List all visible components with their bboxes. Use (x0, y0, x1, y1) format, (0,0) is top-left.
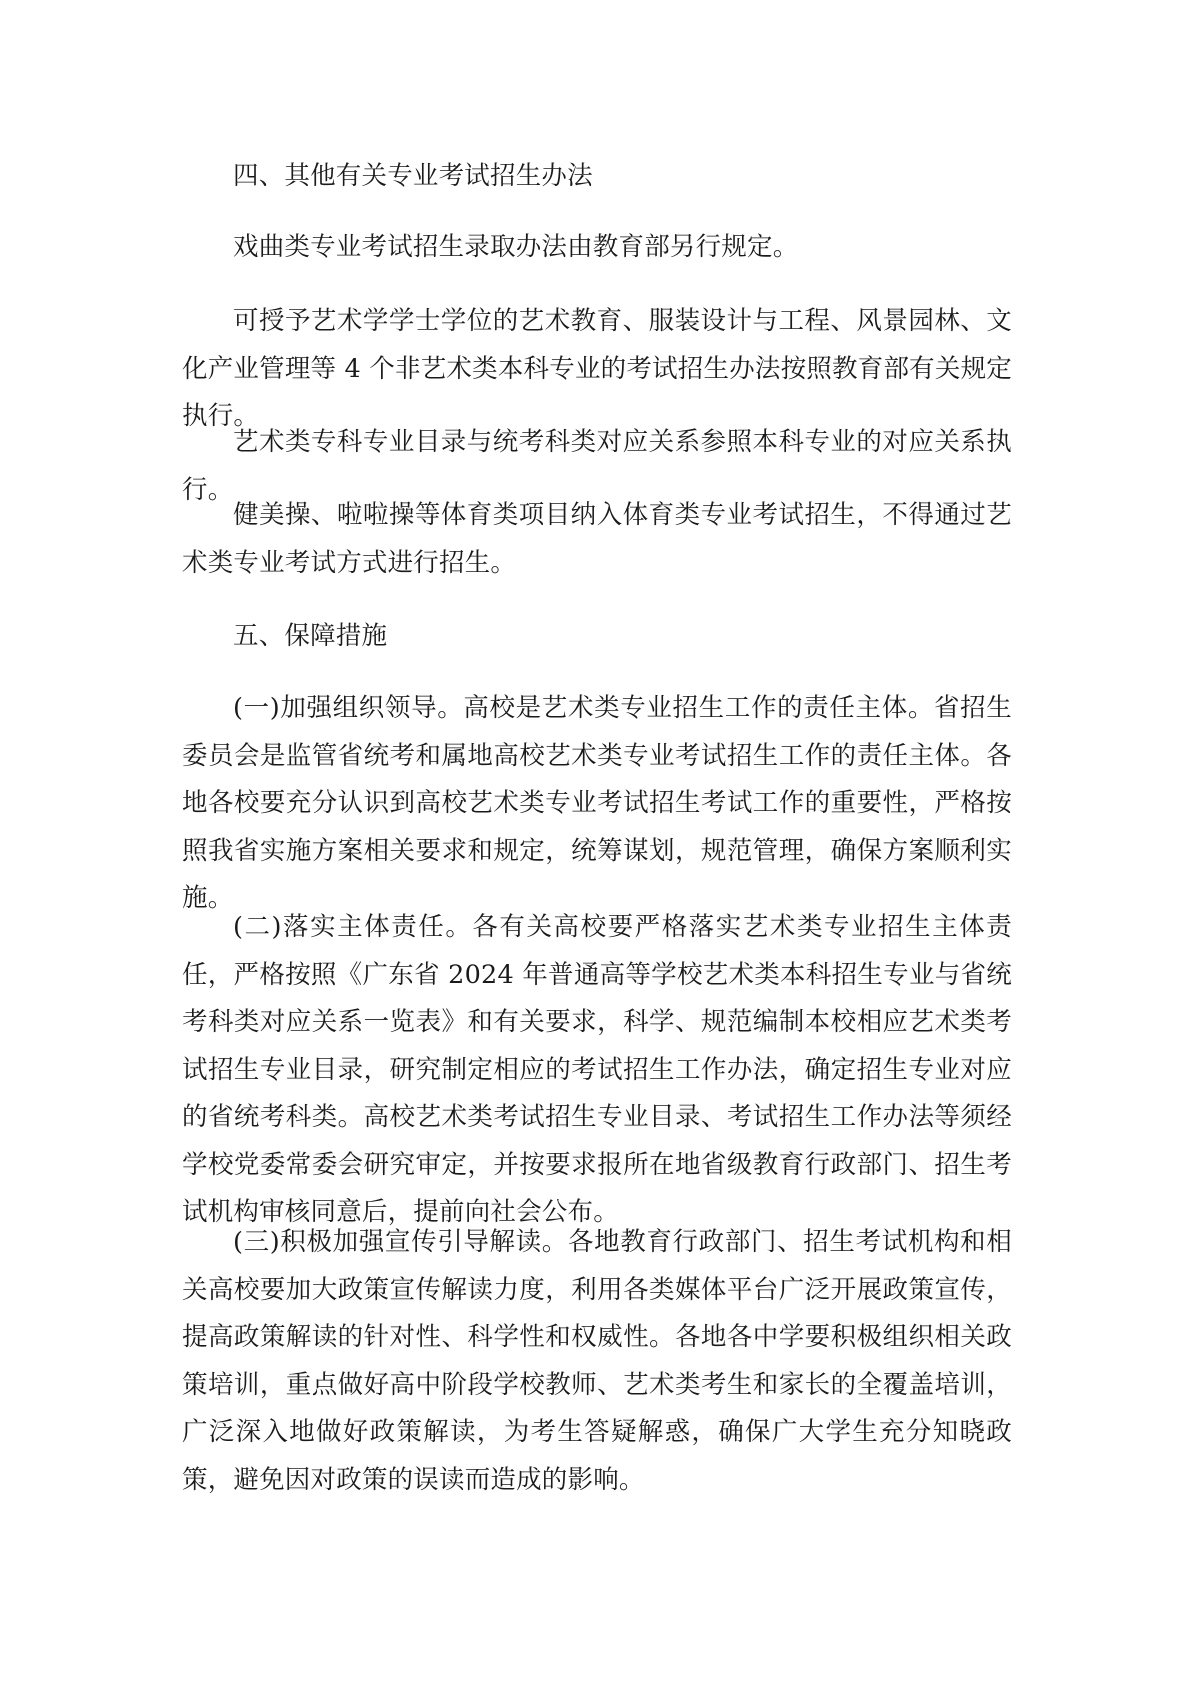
paragraph-opera-admission: 戏曲类专业考试招生录取办法由教育部另行规定。 (233, 232, 799, 262)
paragraph-non-art-majors: 可授予艺术学学士学位的艺术教育、服装设计与工程、风景园林、文化产业管理等 4 个非艺术类本科专业的考试招生办法按照教育部有关规定执行。 (182, 306, 1012, 431)
section-heading-safeguard-measures: 五、保障措施 (233, 621, 388, 651)
paragraph-publicity-guidance: (三)积极加强宣传引导解读。各地教育行政部门、招生考试机构和相关高校要加大政策宣传解读力度，利用各类媒体平台广泛开展政策宣传，提高政策解读的针对性、科学性和权威性。各地各中学要积极组织相关政策培训，重点做好高中阶段学校教师、艺术类考生和家长的全覆盖培训，广泛深入地做好政策解读，为考生答疑解惑，确保广大学生充分知晓政策，避免因对政策的误读而造成的影响。 (182, 1227, 1012, 1495)
paragraph-specialist-catalog: 艺术类专科专业目录与统考科类对应关系参照本科专业的对应关系执行。 (182, 427, 1012, 505)
paragraph-sports-projects: 健美操、啦啦操等体育类项目纳入体育类专业考试招生，不得通过艺术类专业考试方式进行招生。 (182, 500, 1012, 578)
paragraph-organization-leadership: (一)加强组织领导。高校是艺术类专业招生工作的责任主体。省招生委员会是监管省统考和属地高校艺术类专业考试招生工作的责任主体。各地各校要充分认识到高校艺术类专业考试招生考试工作的重要性，严格按照我省实施方案相关要求和规定，统筹谋划，规范管理，确保方案顺利实施。 (182, 693, 1012, 913)
paragraph-main-responsibility: (二)落实主体责任。各有关高校要严格落实艺术类专业招生主体责任，严格按照《广东省 2024 年普通高等学校艺术类本科招生专业与省统考科类对应关系一览表》和有关要求，科学、规范编制本校相应艺术类考试招生专业目录，研究制定相应的考试招生工作办法，确定招生专业对应的省统考科类。高校艺术类考试招生专业目录、考试招生工作办法等须经学校党委常委会研究审定，并按要求报所在地省级教育行政部门、招生考试机构审核同意后，提前向社会公布。 (182, 912, 1012, 1227)
section-heading-other-admission-methods: 四、其他有关专业考试招生办法 (233, 161, 593, 191)
